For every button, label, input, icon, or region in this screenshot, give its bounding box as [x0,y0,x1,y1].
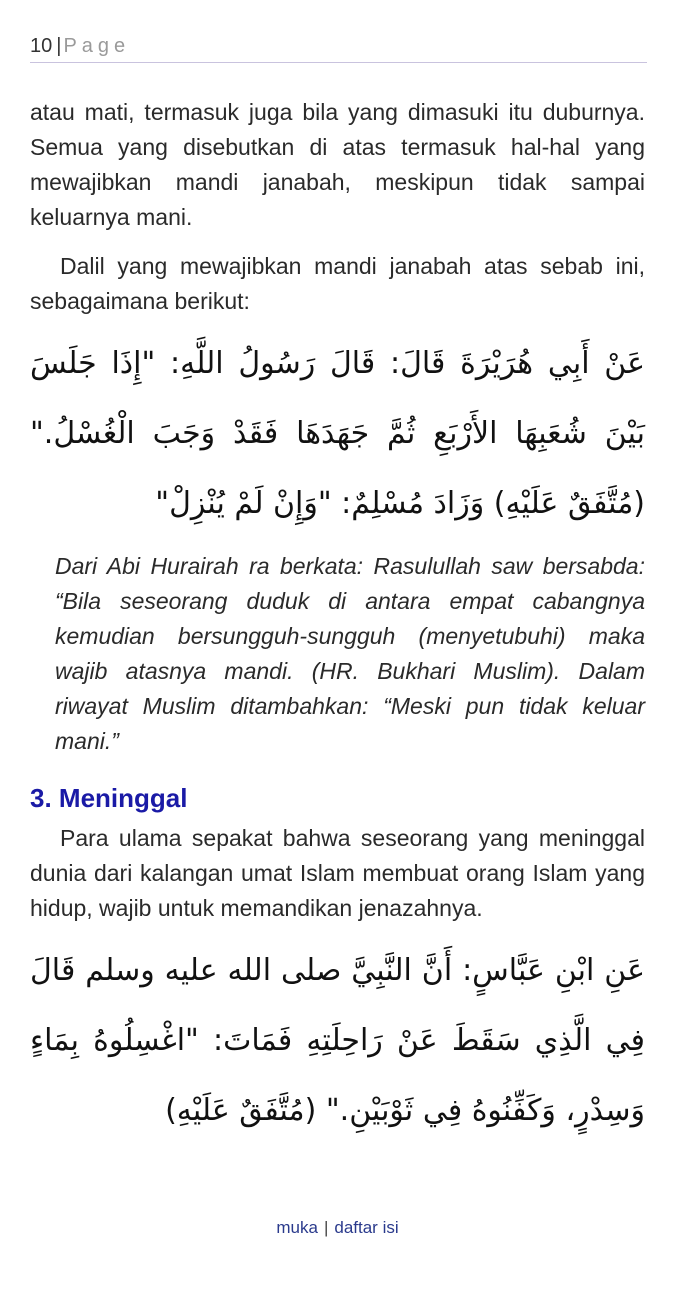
arabic-hadith-ibn-abbas: عَنِ ابْنِ عَبَّاسٍ: أَنَّ النَّبِيَّ صلى الله عليه وسلم قَالَ فِي الَّذِي سَقَطَ عَنْ رَاحِلَتِهِ فَمَاتَ: "اغْسِلُوهُ بِمَاءٍ وَسِدْرٍ، وَكَفِّنُوهُ فِي ثَوْبَيْنِ." (مُتَّفَقٌ عَلَيْهِ) [30,953,645,1128]
arabic-hadith-abu-hurairah: عَنْ أَبِي هُرَيْرَةَ قَالَ: قَالَ رَسُولُ اللَّهِ: "إِذَا جَلَسَ بَيْنَ شُعَبِهَا الأَرْبَعِ ثُمَّ جَهَدَهَا فَقَدْ وَجَبَ الْغُسْلُ." (مُتَّفَقٌ عَلَيْهِ) وَزَادَ مُسْلِمٌ: "وَإِنْ لَمْ يُنْزِلْ" [30,346,645,521]
page-number: 10 [30,35,53,57]
page-header-separator: | [56,35,62,57]
home-link[interactable]: muka [276,1218,318,1237]
footer-separator: | [323,1218,329,1237]
section-title-meninggal: 3. Meninggal [30,783,188,813]
page-footer [0,1218,675,1238]
table-of-contents-link[interactable]: daftar isi [334,1218,399,1237]
translation-hadith-abu-hurairah: Dari Abi Hurairah ra berkata: Rasulullah saw bersabda: “Bila seseorang duduk di antara empat cabangnya kemudian bersungguh-sungguh (menyetubuhi) maka wajib atasnya mandi. (HR. Bukhari Muslim). Dalam riwayat Muslim ditambahkan: “Meski pun tidak keluar mani.” [55,553,645,754]
page-header [30,34,647,63]
paragraph-intro: atau mati, termasuk juga bila yang dimasuki itu duburnya. Semua yang disebutkan di atas termasuk hal-hal yang mewajibkan mandi janabah, meskipun tidak sampai keluarnya mani. [30,99,645,230]
paragraph-meninggal: Para ulama sepakat bahwa seseorang yang meninggal dunia dari kalangan umat Islam membuat orang Islam yang hidup, wajib untuk memandikan jenazahnya. [30,825,645,921]
page-label: Page [63,35,131,57]
paragraph-dalil: Dalil yang mewajibkan mandi janabah atas sebab ini, sebagaimana berikut: [30,253,645,314]
page-content [30,95,645,1146]
